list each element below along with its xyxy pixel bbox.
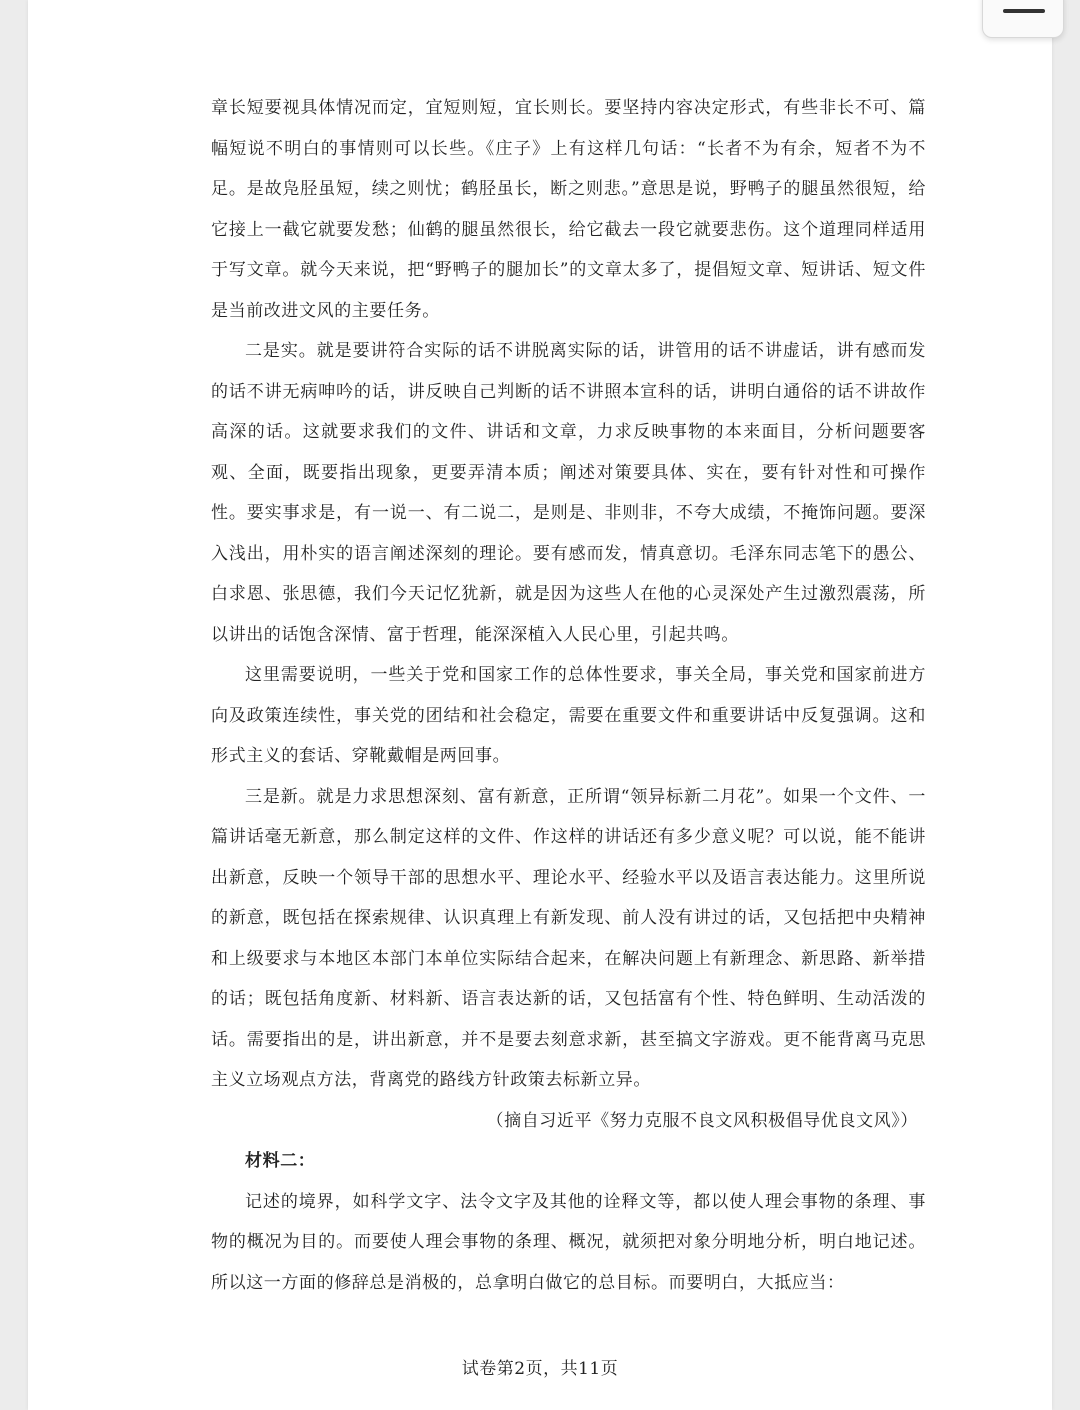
hamburger-menu-icon — [1003, 9, 1045, 13]
paragraph-2: 二是实。就是要讲符合实际的话不讲脱离实际的话，讲管用的话不讲虚话，讲有感而发的话不讲无病呻吟的话，讲反映自己判断的话不讲照本宣科的话，讲明白通俗的话不讲故作高深的话。这就要求我们的文件、讲话和文章，力求反映事物的本来面目，分析问题要客观、全面，既要指出现象，更要弄清本质；阐述对策要具体、实在，要有针对性和可操作性。要实事求是，有一说一、有二说二，是则是、非则非，不夸大成绩，不掩饰问题。要深入浅出，用朴实的语言阐述深刻的理论。要有感而发，情真意切。毛泽东同志笔下的愚公、白求恩、张思德，我们今天记忆犹新，就是因为这些人在他的心灵深处产生过激烈震荡，所以讲出的话饱含深情、富于哲理，能深深植入人民心里，引起共鸣。 — [211, 341, 926, 645]
paragraph-4: 三是新。就是力求思想深刻、富有新意，正所谓“领异标新二月花”。如果一个文件、一篇讲话毫无新意，那么制定这样的文件、作这样的讲话还有多少意义呢？可以说，能不能讲出新意，反映一个领导干部的思想水平、理论水平、经验水平以及语言表达能力。这里所说的新意，既包括在探索规律、认识真理上有新发现、前人没有讲过的话，又包括把中央精神和上级要求与本地区本部门本单位实际结合起来，在解决问题上有新理念、新思路、新举措的话；既包括角度新、材料新、语言表达新的话，又包括富有个性、特色鲜明、生动活泼的话。需要指出的是，讲出新意，并不是要去刻意求新，甚至搞文字游戏。更不能背离马克思主义立场观点方法，背离党的路线方针政策去标新立异。 — [211, 786, 926, 1090]
document-page — [28, 0, 1052, 1410]
paragraph-1: 章长短要视具体情况而定，宜短则短，宜长则长。要坚持内容决定形式，有些非长不可、篇幅短说不明白的事情则可以长些。《庄子》上有这样几句话：“长者不为有余，短者不为不足。是故凫胫虽短，续之则忧；鹤胫虽长，断之则悲。”意思是说，野鸭子的腿虽然很短，给它接上一截它就要发愁；仙鹤的腿虽然很长，给它截去一段它就要悲伤。这个道理同样适用于写文章。就今天来说，把“野鸭子的腿加长”的文章太多了，提倡短文章、短讲话、短文件是当前改进文风的主要任务。 — [211, 98, 926, 321]
document-body — [211, 88, 926, 1303]
material-two-heading: 材料二： — [245, 1151, 316, 1171]
page-footer: 试卷第2页，共11页 — [461, 1359, 619, 1379]
paragraph-3: 这里需要说明，一些关于党和国家工作的总体性要求，事关全局，事关党和国家前进方向及政策连续性，事关党的团结和社会稳定，需要在重要文件和重要讲话中反复强调。这和形式主义的套话、穿靴戴帽是两回事。 — [211, 665, 926, 766]
paragraph-5: 记述的境界，如科学文字、法令文字及其他的诠释文等，都以使人理会事物的条理、事物的概况为目的。而要使人理会事物的条理、概况，就须把对象分明地分析，明白地记述。所以这一方面的修辞总是消极的，总拿明白做它的总目标。而要明白，大抵应当： — [211, 1191, 926, 1293]
citation-source: （摘自习近平《努力克服不良文风积极倡导优良文风》） — [486, 1110, 918, 1131]
menu-button[interactable] — [982, 0, 1064, 38]
